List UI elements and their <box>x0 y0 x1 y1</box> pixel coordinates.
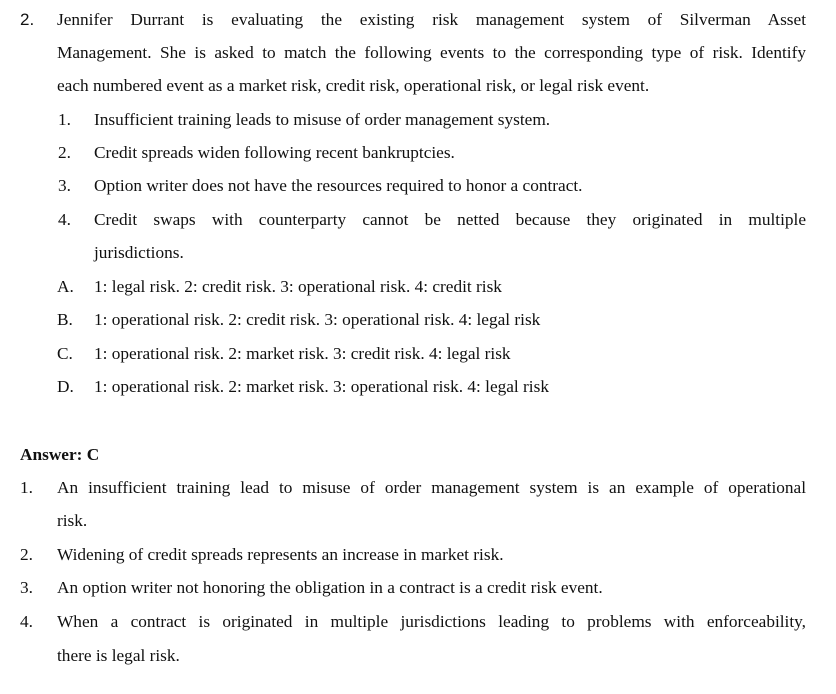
event-number: 3. <box>58 176 71 195</box>
event-text: jurisdictions. <box>94 243 184 262</box>
event-text: Credit swaps with counterparty cannot be netted because they originated in multiple <box>94 210 806 229</box>
explanation-text: there is legal risk. <box>57 646 180 665</box>
option-letter: A. <box>57 277 74 296</box>
option-letter: D. <box>57 377 74 396</box>
option-text: 1: operational risk. 2: credit risk. 3: operational risk. 4: legal risk <box>94 310 541 329</box>
explanation-number: 1. <box>20 478 33 497</box>
explanation-number: 2. <box>20 545 33 564</box>
event-number: 4. <box>58 210 71 229</box>
option-text: 1: operational risk. 2: market risk. 3: operational risk. 4: legal risk <box>94 377 549 396</box>
question-text-line: each numbered event as a market risk, credit risk, operational risk, or legal risk event. <box>57 76 650 95</box>
question-text-line: Management. She is asked to match the following events to the corresponding type of risk. Identify <box>57 43 806 62</box>
option-letter: C. <box>57 344 73 363</box>
event-number: 1. <box>58 110 71 129</box>
explanation-number: 4. <box>20 612 33 631</box>
explanation-text: An insufficient training lead to misuse of order management system is an example of operational <box>57 478 806 497</box>
question-number: 2. <box>20 10 35 29</box>
event-text: Option writer does not have the resources required to honor a contract. <box>94 176 583 195</box>
explanation-number: 3. <box>20 578 33 597</box>
event-text: Insufficient training leads to misuse of order management system. <box>94 110 551 129</box>
explanation-text: An option writer not honoring the obligation in a contract is a credit risk event. <box>57 578 603 597</box>
explanation-text: risk. <box>57 511 88 530</box>
event-number: 2. <box>58 143 71 162</box>
option-letter: B. <box>57 310 73 329</box>
option-text: 1: legal risk. 2: credit risk. 3: operational risk. 4: credit risk <box>94 277 502 296</box>
question-text-line: Jennifer Durrant is evaluating the existing risk management system of Silverman Asset <box>57 10 806 29</box>
option-text: 1: operational risk. 2: market risk. 3: credit risk. 4: legal risk <box>94 344 511 363</box>
explanation-text: When a contract is originated in multiple jurisdictions leading to problems with enforceability, <box>57 612 806 631</box>
explanation-text: Widening of credit spreads represents an increase in market risk. <box>57 545 504 564</box>
answer-label: Answer: C <box>20 445 100 464</box>
event-text: Credit spreads widen following recent bankruptcies. <box>94 143 455 162</box>
